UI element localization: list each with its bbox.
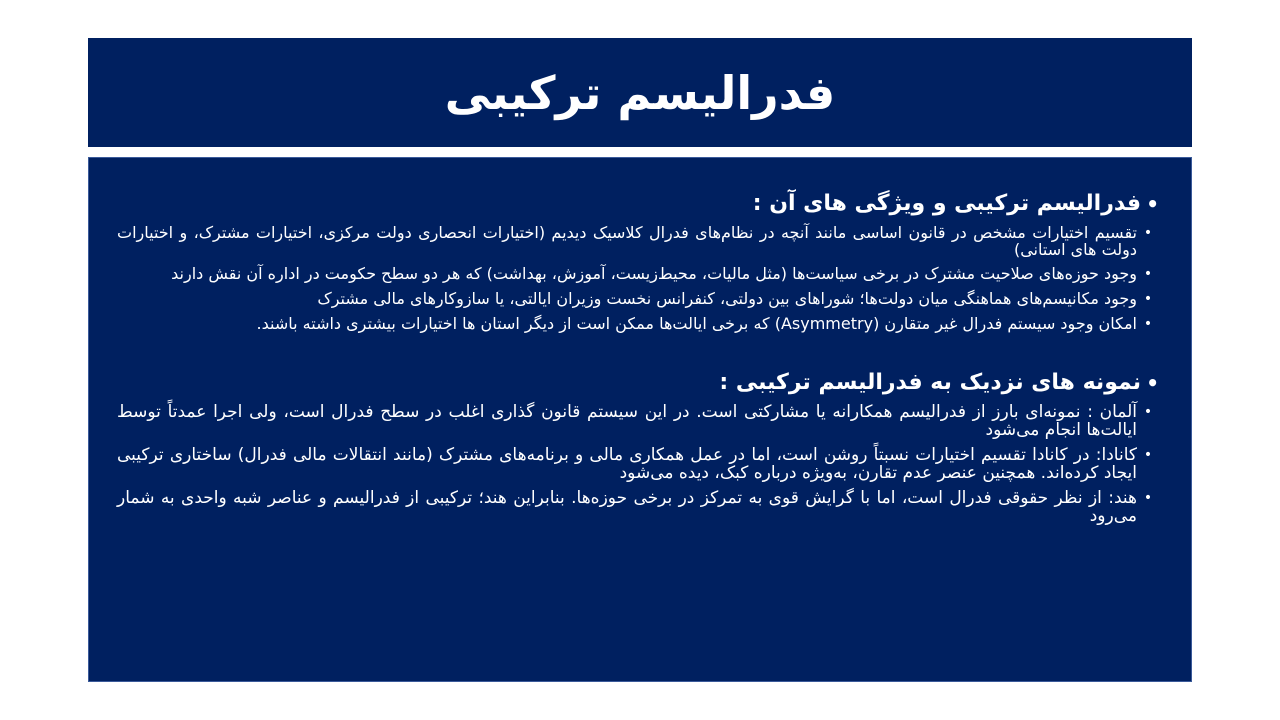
- section-examples: [117, 369, 1159, 525]
- bullet-icon: •: [1146, 192, 1159, 216]
- list-item-text: آلمان : نمونه‌ای بارز از فدرالیسم همکارانه یا مشارکتی است. در این سیستم قانون گذاری اغلب در سطح فدرال است، ولی اجرا عمدتاً توسط ایالت‌ها انجام می‌شود: [117, 402, 1137, 440]
- section-features: [117, 190, 1159, 333]
- section-heading-text: فدرالیسم ترکیبی و ویژگی های آن :: [752, 191, 1141, 216]
- bullet-icon: •: [1143, 404, 1153, 420]
- list-item-text: کانادا: در کانادا تقسیم اختیارات نسبتاً روشن است، اما در عمل همکاری مالی و برنامه‌های مشترک (مانند انتقالات مالی فدرال) ساختاری ترکیبی ایجاد کرده‌اند. همچنین عنصر عدم تقارن، به‌ویژه درباره کبک، دیده می‌شود: [117, 445, 1137, 483]
- list-item-text: تقسیم اختیارات مشخص در قانون اساسی مانند آنچه در نظام‌های فدرال کلاسیک دیدیم (اختیارات انحصاری دولت مرکزی، اختیارات مشترک، و اختیارات دولت های استانی): [117, 223, 1137, 259]
- bullet-icon: •: [1143, 316, 1153, 332]
- slide-title: فدرالیسم ترکیبی: [444, 65, 836, 120]
- list-item-text: امکان وجود سیستم فدرال غیر متقارن (Asymmetry) که برخی ایالت‌ها ممکن است از دیگر استان ها اختیارات بیشتری داشته باشند.: [256, 314, 1137, 333]
- bullet-icon: •: [1143, 225, 1153, 241]
- bullet-list: [117, 224, 1159, 333]
- list-item: [117, 403, 1159, 439]
- list-item: [117, 315, 1159, 333]
- title-banner: [88, 38, 1192, 147]
- bullet-list: [117, 403, 1159, 525]
- list-item-text: وجود مکانیسم‌های هماهنگی میان دولت‌ها؛ شوراهای بین دولتی، کنفرانس نخست وزیران ایالتی، یا سازوکارهای مالی مشترک: [317, 289, 1137, 308]
- section-heading: [117, 190, 1159, 218]
- list-item-text: وجود حوزه‌های صلاحیت مشترک در برخی سیاست‌ها (مثل مالیات، محیط‌زیست، آموزش، بهداشت) که هر دو سطح حکومت در اداره آن نقش دارند: [171, 264, 1137, 283]
- bullet-icon: •: [1143, 291, 1153, 307]
- bullet-icon: •: [1143, 490, 1153, 506]
- list-item: [117, 265, 1159, 283]
- bullet-icon: •: [1146, 371, 1159, 395]
- bullet-icon: •: [1143, 266, 1153, 282]
- list-item-text: هند: از نظر حقوقی فدرال است، اما با گرایش قوی به تمرکز در برخی حوزه‌ها. بنابراین هند؛ ترکیبی از فدرالیسم و عناصر شبه واحدی به شمار می‌رود: [117, 488, 1137, 526]
- list-item: [117, 224, 1159, 258]
- list-item: [117, 290, 1159, 308]
- section-heading: [117, 369, 1159, 397]
- content-panel: [88, 157, 1192, 682]
- list-item: [117, 489, 1159, 525]
- section-heading-text: نمونه های نزدیک به فدرالیسم ترکیبی :: [719, 370, 1141, 395]
- bullet-icon: •: [1143, 447, 1153, 463]
- list-item: [117, 446, 1159, 482]
